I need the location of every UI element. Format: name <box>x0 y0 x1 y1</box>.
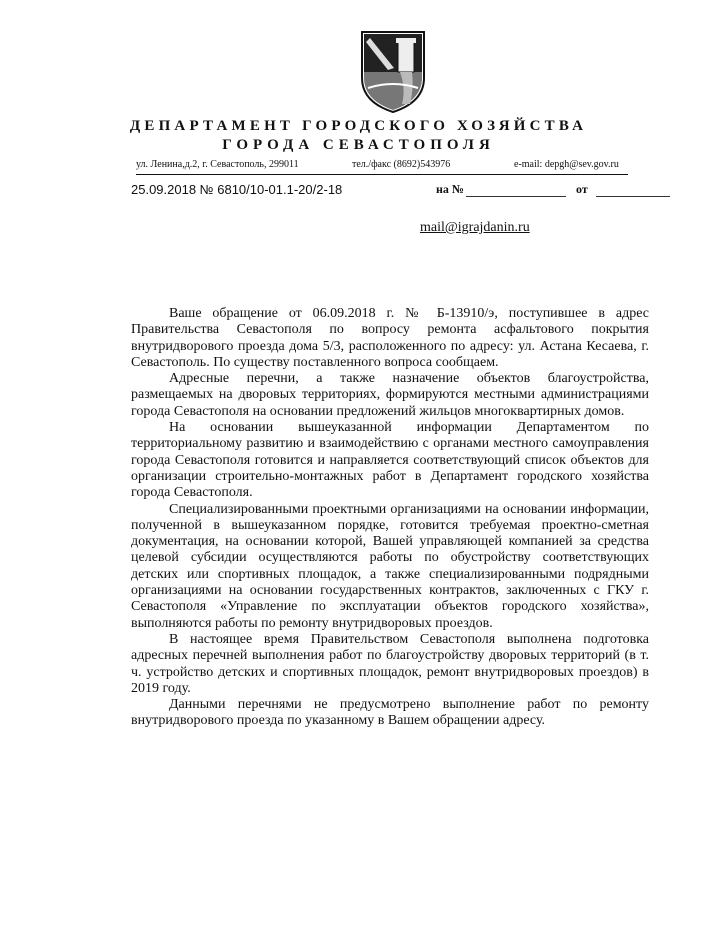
department-city: ГОРОДА СЕВАСТОПОЛЯ <box>222 137 495 153</box>
department-title: ДЕПАРТАМЕНТ ГОРОДСКОГО ХОЗЯЙСТВА <box>129 118 588 134</box>
reference-number-blank <box>466 196 566 197</box>
paragraph: В настоящее время Правительством Севастополя выполнена подготовка адресных перечней выполнения работ по благоустройству дворовых территорий (в т. ч. устройство детских и спортивных площадок, ремонт внутридворовых проездов) в 2019 году. <box>131 631 649 696</box>
phone-text: тел./факс (8692)543976 <box>352 159 451 170</box>
letter-body <box>131 306 649 730</box>
paragraph: Данными перечнями не предусмотрено выполнение работ по ремонту внутридворового проезда по указанному в Вашем обращении адресу. <box>131 697 649 729</box>
paragraph: Специализированными проектными организациями на основании информации, полученной в вышеуказанном порядке, готовится требуемая проектно-сметная документация, на основании которой, Вашей управляющей компанией за средства целевой субсидии осуществляются работы по обустройству соответствующих детских или спортивных площадок, а также специализированными подрядными организациями на основании государственных контрактов, заключенных с ГКУ г. Севастополя «Управление по эксплуатации объектов городского хозяйства», выполняются работы по ремонту внутридворовых проездов. <box>131 501 649 631</box>
recipient-email: mail@igrajdanin.ru <box>420 220 530 235</box>
email-text: e-mail: depgh@sev.gov.ru <box>514 159 619 170</box>
reference-number-label: на № <box>436 182 464 196</box>
paragraph: Ваше обращение от 06.09.2018 г. № Б-13910/э, поступившее в адрес Правительства Севастополя по вопросу ремонта асфальтового покрытия внутридворового проезда дома 5/3, расположенного по адресу: ул. Астана Кесаева, г. Севастополь. По существу поставленного вопроса сообщаем. <box>131 306 649 370</box>
paragraph: На основании вышеуказанной информации Департаментом по территориальному развитию и взаимодействию с органами местного самоуправления города Севастополя готовится и направляется соответствующий список объектов для организации строительно-монтажных работ в Департамент городского хозяйства города Севастополя. <box>131 420 649 501</box>
paragraph: Адресные перечни, а также назначение объектов благоустройства, размещаемых на дворовых территориях, формируются местными администрациями города Севастополя на основании предложений жильцов многоквартирных домов. <box>131 371 649 419</box>
reference-from-label: от <box>576 182 588 196</box>
reference-date-blank <box>596 196 670 197</box>
address-text: ул. Ленина,д.2, г. Севастополь, 299011 <box>136 159 299 170</box>
letterhead-contacts <box>136 158 628 175</box>
coat-of-arms-emblem <box>358 28 428 114</box>
registration-date-number: 25.09.2018 № 6810/10-01.1-20/2-18 <box>131 182 343 197</box>
